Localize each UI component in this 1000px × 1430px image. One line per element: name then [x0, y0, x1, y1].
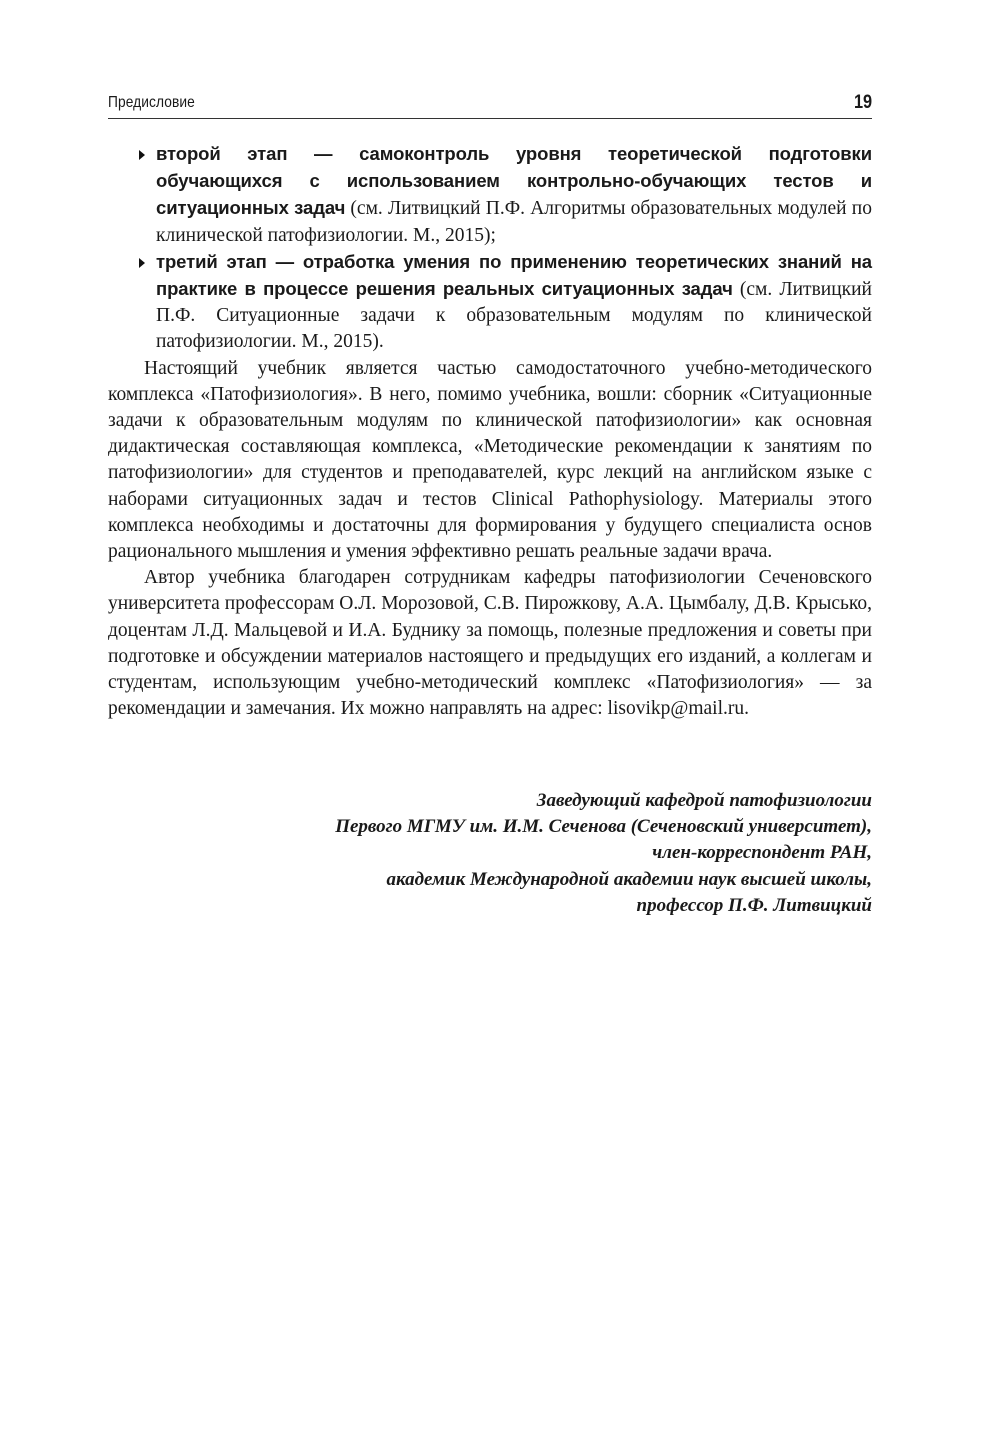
stage-heading: третий этап — отработка умения по применению теоретических знаний на практике в процессе решения реальных ситуационных задач [156, 250, 872, 300]
acknowledgements-paragraph: Автор учебника благодарен сотрудникам кафедры патофизиологии Сеченовского университета профессорам О.Л. Морозовой, С.В. Пирожкову, А.А. Цымбалу, Д.В. Крысько, доцентам Л.Д. Мальцевой и И.А. Буднику за помощь, полезные предложения и советы при подготовке и обсуждении материалов настоящего и предыдущих его изданий, а коллегам и студентам, использующим учебно-методический комплекс «Патофизиология» — за рекомендации и замечания. Их можно направлять на адрес: lisovikp@mail.ru. [108, 567, 872, 720]
triangle-bullet-icon [139, 258, 145, 268]
page-number: 19 [853, 92, 872, 113]
signature-line: академик Международной академии наук высшей школы, [386, 868, 872, 890]
stage-heading: второй этап — самоконтроль уровня теоретической подготовки обучающихся с использованием контрольно-обучающих тестов и ситуационных задач [156, 143, 872, 219]
author-signature [335, 788, 872, 919]
signature-line: член-корреспондент РАН, [652, 842, 872, 864]
signature-line: профессор П.Ф. Литвицкий [636, 894, 872, 916]
stage-reference: (см. Литвицкий П.Ф. Ситуационные задачи к образовательным модулям по клинической патофизиологии. М., 2015). [156, 279, 872, 353]
signature-line: Первого МГМУ им. И.М. Сеченова (Сеченовский университет), [335, 816, 872, 838]
stage-reference: (см. Литвицкий П.Ф. Алгоритмы образовательных модулей по клинической патофизиологии. М., 2015); [156, 198, 872, 246]
page-body [108, 141, 872, 722]
running-header [108, 94, 872, 119]
stage-list [108, 141, 872, 356]
section-title: Предисловие [108, 94, 195, 111]
signature-line: Заведующий кафедрой патофизиологии [536, 790, 872, 811]
list-item [108, 141, 872, 249]
list-item [108, 249, 872, 356]
complex-paragraph: Настоящий учебник является частью самодостаточного учебно-методического комплекса «Патофизиология». В него, помимо учебника, вошли: сборник «Ситуационные задачи к образовательным модулям по клинической патофизиологии» как основная дидактическая составляющая комплекса, «Методические рекомендации к занятиям по патофизиологии» для студентов и преподавателей, курс лекций на английском языке с наборами ситуационных задач и тестов Clinical Pathophysiology. Материалы этого комплекса необходимы и достаточны для формирования у будущего специалиста основ рационального мышления и умения эффективно решать реальные задачи врача. [108, 357, 872, 563]
triangle-bullet-icon [139, 150, 145, 160]
